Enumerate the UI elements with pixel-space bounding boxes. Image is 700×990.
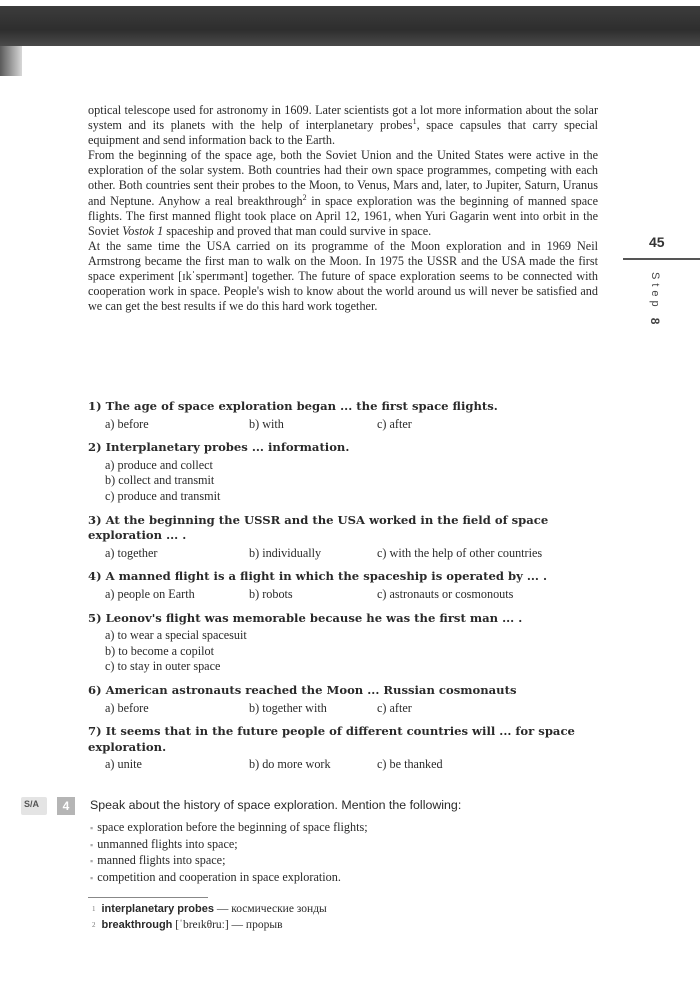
question-text: 4) A manned flight is a flight in which the spaceship is operated by ... .: [88, 569, 548, 584]
footnote-ref-2: 2: [302, 192, 307, 202]
footnote-ref-1: 1: [412, 117, 417, 127]
question-text: 6) American astronauts reached the Moon ... Russian cosmonauts: [88, 682, 517, 697]
speaking-task-icon: [20, 796, 48, 816]
section-number: 8: [648, 317, 662, 329]
question-7: [88, 724, 608, 773]
task-list: [90, 820, 368, 886]
task-number-badge: 4: [57, 797, 75, 815]
option-b: b) robots: [249, 586, 293, 601]
option-c: c) with the help of other countries: [377, 545, 543, 560]
list-item: ▪ unmanned flights into space;: [90, 837, 368, 854]
footnote-rule: [88, 897, 208, 898]
list-item: ▪ space exploration before the beginning of space flights;: [90, 820, 368, 837]
paragraph-3: At the same time the USA carried on its programme of the Moon exploration and in 1969 Neil Armstrong became the first man to walk on the Moon. In 1975 the USSR and the USA made the first space experiment [ɪkˈsperɪmənt] together. The future of space exploration seems to be connected with cooperation work in space. People's wish to know about the world around us will never be satisfied and we can get the best results if we do this hard work together.: [88, 238, 598, 314]
spaceship-name: Vostok 1: [122, 223, 164, 238]
option-c: c) after: [377, 416, 412, 431]
option-a: a) people on Earth: [105, 586, 195, 601]
paragraph-2: [88, 148, 598, 239]
option-a: a) before: [105, 700, 149, 715]
option-b: b) collect and transmit: [105, 473, 215, 488]
option-c: c) astronauts or cosmonouts: [377, 586, 514, 601]
option-a: a) to wear a special spacesuit: [105, 628, 247, 643]
para2-start: From the beginning of the space age, both the Soviet Union and the United States were active in the exploration of the solar system. Both countries had their own space programmes, competing with each other. Both countries sent their probes to the Moon, to Venus, Mars and, later, to Jupiter, Saturn, Uranus and Neptune. Anyhow a real breakthrough: [88, 148, 598, 208]
footnote-definition: — космические зонды: [213, 903, 327, 915]
para1-start: optical telescope used for astronomy in 1609. Later scientists got a lot more information about the solar system and its planets with the help of interplanetary probes: [88, 103, 598, 133]
option-a: a) produce and collect: [105, 457, 213, 472]
task-icon-label: S/A: [24, 799, 40, 809]
paragraph-1: [88, 103, 598, 148]
question-text: 2) Interplanetary probes ... information.: [88, 440, 350, 455]
reading-text: [88, 103, 598, 314]
option-a: a) unite: [105, 757, 142, 772]
option-b: b) together with: [249, 700, 327, 715]
footnote-term: breakthrough: [101, 919, 173, 931]
footnote-definition: [ˈbreɪkθruː] — прорыв: [172, 919, 283, 931]
option-c: c) after: [377, 700, 412, 715]
option-b: b) with: [249, 416, 284, 431]
list-item: ▪ manned flights into space;: [90, 853, 368, 870]
para2-mid: in space exploration was the beginning of manned space flights. The first manned flight took place on April 12, 1961, when Yuri Gagarin went into orbit in the Soviet: [88, 193, 599, 238]
footnote-2: [92, 917, 327, 933]
footnote-term: interplanetary probes: [101, 903, 214, 915]
question-4: [88, 569, 608, 602]
question-5: [88, 611, 608, 675]
footnotes: [92, 901, 327, 933]
question-6: [88, 683, 608, 716]
option-b: b) to become a copilot: [105, 643, 214, 658]
task-instruction: Speak about the history of space exploration. Mention the following:: [90, 798, 462, 812]
para1-end: , space capsules that carry special equipment and send information back to the Earth.: [88, 118, 598, 148]
header-edge-decoration: [0, 46, 22, 76]
question-2: [88, 440, 608, 504]
question-3: [88, 513, 608, 562]
list-item: ▪ competition and cooperation in space exploration.: [90, 870, 368, 887]
option-c: c) to stay in outer space: [105, 659, 221, 674]
option-b: b) do more work: [249, 757, 331, 772]
section-label: [648, 272, 662, 328]
option-b: b) individually: [249, 545, 322, 560]
side-rule: [623, 258, 700, 260]
header-band: [0, 6, 700, 46]
questions-block: [88, 399, 608, 781]
question-text: 3) At the beginning the USSR and the USA worked in the field of space exploration ... .: [88, 512, 549, 543]
para2-end: spaceship and proved that man could survive in space.: [163, 223, 432, 238]
question-text: 7) It seems that in the future people of different countries will ... for space exploration.: [88, 724, 575, 754]
section-word: Step: [649, 272, 661, 311]
page-number: 45: [649, 234, 665, 250]
option-c: c) be thanked: [377, 757, 443, 772]
footnote-1: [92, 901, 327, 917]
footnote-mark: 1: [92, 905, 96, 913]
question-text: 1) The age of space exploration began ... the first space flights.: [88, 399, 498, 413]
option-c: c) produce and transmit: [105, 488, 221, 503]
question-text: 5) Leonov's flight was memorable because he was the first man ... .: [88, 610, 523, 625]
option-a: a) before: [105, 416, 149, 431]
question-1: [88, 399, 608, 432]
footnote-mark: 2: [92, 921, 96, 929]
option-a: a) together: [105, 545, 158, 560]
